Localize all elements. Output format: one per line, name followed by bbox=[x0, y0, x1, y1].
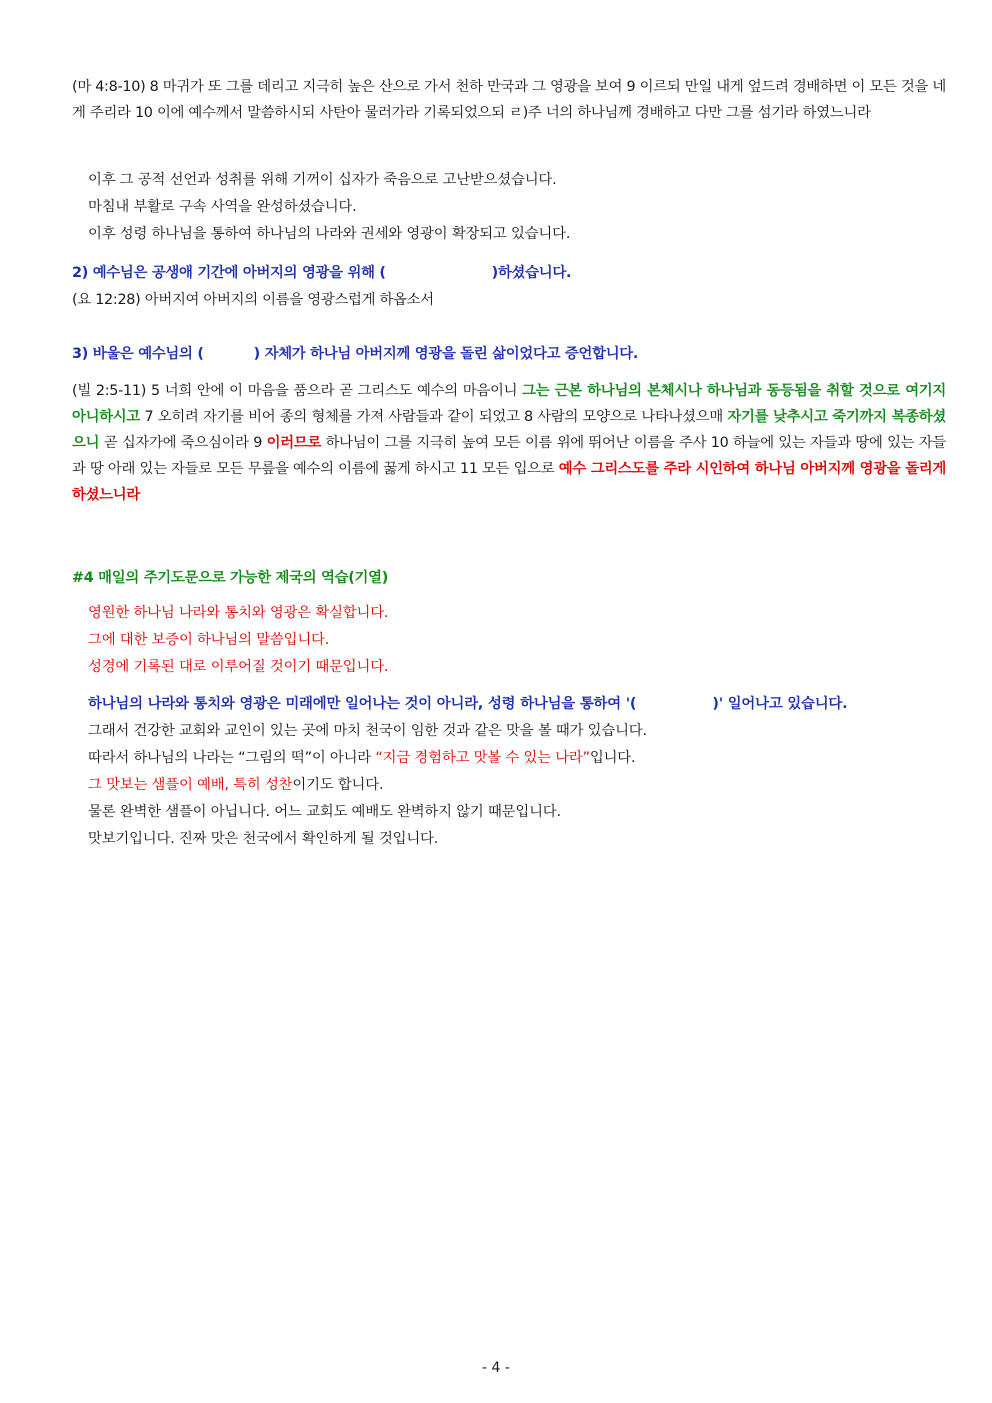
heading-point-3-b: ) 자체가 하나님 아버지께 영광을 돌린 삶이었다고 증언합니다. bbox=[253, 346, 639, 362]
body-line bbox=[88, 772, 948, 798]
verse-highlight-green: 자기를 낮추시고 죽기까지 복종하셨으니 bbox=[72, 409, 946, 451]
heading-point-3-a: 3) 바울은 예수님의 ( bbox=[72, 346, 204, 362]
verse-john: (요 12:28) 아버지여 아버지의 이름을 영광스럽게 하옵소서 bbox=[72, 292, 434, 308]
body-text: 입니다. bbox=[589, 750, 636, 766]
verse-text: (빌 2:5-11) 5 너희 안에 이 마음을 품으라 곧 그리스도 예수의 마음이니 bbox=[72, 383, 523, 399]
body-text: 따라서 하나님의 나라는 “그림의 떡”이 아니라 bbox=[88, 750, 376, 766]
body-text: 이기도 합니다. bbox=[292, 777, 384, 793]
body-line: 물론 완벽한 샘플이 아닙니다. 어느 교회도 예배도 완벽하지 않기 때문입니다. bbox=[88, 804, 561, 820]
heading-point-3 bbox=[72, 341, 946, 367]
verse-philippians bbox=[72, 378, 946, 508]
heading-point-2-b: )하셨습니다. bbox=[491, 265, 572, 281]
verse-highlight-red: 이러므로 bbox=[266, 435, 322, 451]
verse-highlight-red: 예수 그리스도를 주라 시인하여 하나님 아버지께 영광을 돌리게 하셨느니라 bbox=[72, 461, 946, 503]
section-heading-4: #4 매일의 주기도문으로 가능한 제국의 역습(기열) bbox=[72, 570, 389, 586]
blue-emphasis-a: 하나님의 나라와 통치와 영광은 미래에만 일어나는 것이 아니라, 성령 하나님을 통하여 '( bbox=[88, 696, 637, 712]
red-line: 그에 대한 보증이 하나님의 말씀입니다. bbox=[88, 632, 330, 648]
verse-text: 하나님이 그를 지극히 높여 모든 이름 위에 뛰어난 이름을 주사 10 하늘에 있는 자들과 땅에 있는 자들과 땅 아래 있는 자들로 모든 무릎을 예수의 이름에 꿇게 하시고 11 모든 입으로 bbox=[72, 435, 946, 477]
body-line: 이후 성령 하나님을 통하여 하나님의 나라와 권세와 영광이 확장되고 있습니다. bbox=[88, 226, 571, 242]
red-line: 성경에 기록된 대로 이루어질 것이기 때문입니다. bbox=[88, 659, 389, 675]
verse-matthew bbox=[72, 74, 946, 126]
verse-highlight-green: 그는 근본 하나님의 본체시나 하나님과 동등됨을 취할 것으로 여기지 아니하시고 bbox=[72, 383, 947, 425]
body-line: 이후 그 공적 선언과 성취를 위해 기꺼이 십자가 죽음으로 고난받으셨습니다. bbox=[88, 172, 557, 188]
body-line: 마침내 부활로 구속 사역을 완성하셨습니다. bbox=[88, 199, 357, 215]
heading-point-2 bbox=[72, 260, 946, 286]
body-highlight-red: “지금 경험하고 맛볼 수 있는 나라” bbox=[375, 750, 590, 766]
verse-matthew-text: (마 4:8-10) 8 마귀가 또 그를 데리고 지극히 높은 산으로 가서 천하 만국과 그 영광을 보여 9 이르되 만일 내게 엎드려 경배하면 이 모든 것을 네게 주리라 10 이에 예수께서 말씀하시되 사탄아 물러가라 기록되었으되 ㄹ)주 너의 하나님께 경배하고 다만 그를 섬기라 하였느니라 bbox=[72, 79, 946, 121]
page-number: - 4 - bbox=[482, 1360, 510, 1376]
body-line: 그래서 건강한 교회와 교인이 있는 곳에 마치 천국이 임한 것과 같은 맛을 볼 때가 있습니다. bbox=[88, 723, 647, 739]
heading-point-2-a: 2) 예수님은 공생애 기간에 아버지의 영광을 위해 ( bbox=[72, 265, 386, 281]
red-line: 영원한 하나님 나라와 통치와 영광은 확실합니다. bbox=[88, 605, 389, 621]
blue-emphasis-line bbox=[88, 691, 948, 717]
verse-text: 곧 십자가에 죽으심이라 9 bbox=[99, 435, 267, 451]
blue-emphasis-b: )' 일어나고 있습니다. bbox=[712, 696, 848, 712]
body-line: 맛보기입니다. 진짜 맛은 천국에서 확인하게 될 것입니다. bbox=[88, 831, 439, 847]
body-highlight-red: 그 맛보는 샘플이 예배, 특히 성찬 bbox=[88, 777, 293, 793]
body-line bbox=[88, 745, 948, 771]
verse-text: 7 오히려 자기를 비어 종의 형체를 가져 사람들과 같이 되었고 8 사람의 모양으로 나타나셨으매 bbox=[140, 409, 728, 425]
